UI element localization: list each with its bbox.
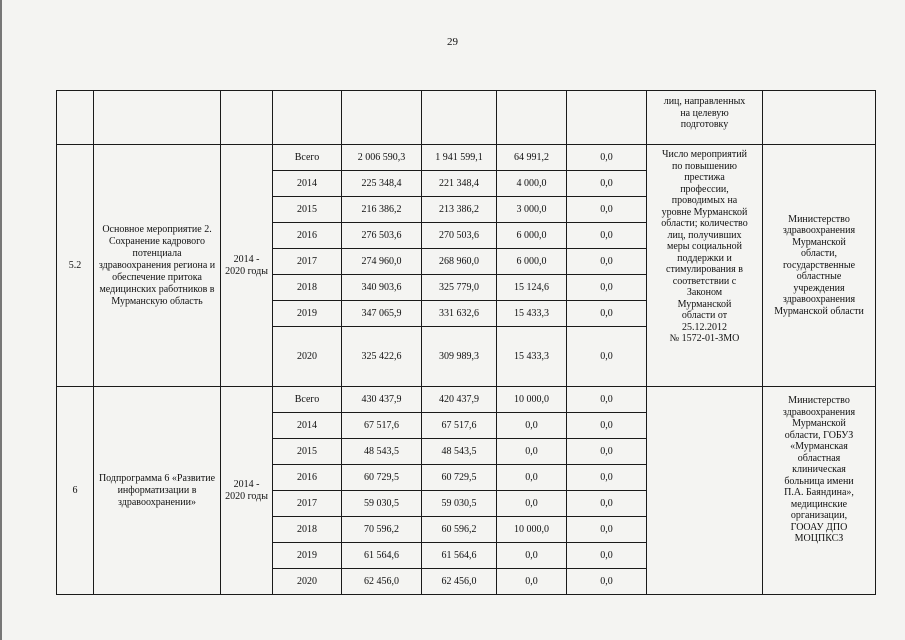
total-amount-cell: 62 456,0 [342,569,422,595]
regional-budget-cell: 309 989,3 [422,327,497,387]
year-cell: 2017 [273,249,342,275]
federal-budget-cell: 6 000,0 [497,249,567,275]
federal-budget-cell: 0,0 [497,569,567,595]
year-cell: 2017 [273,491,342,517]
regional-budget-cell: 213 386,2 [422,197,497,223]
federal-budget-cell: 0,0 [497,439,567,465]
total-amount-cell: 60 729,5 [342,465,422,491]
page-number: 29 [447,36,458,48]
year-cell: 2019 [273,543,342,569]
total-amount-cell: 70 596,2 [342,517,422,543]
regional-budget-cell: 325 779,0 [422,275,497,301]
other-sources-cell: 0,0 [567,491,647,517]
federal-budget-cell: 6 000,0 [497,223,567,249]
federal-budget-cell: 3 000,0 [497,197,567,223]
federal-budget-cell: 0,0 [497,491,567,517]
regional-budget-cell: 420 437,9 [422,387,497,413]
table-row [57,145,876,171]
total-amount-cell: 67 517,6 [342,413,422,439]
total-amount-cell: 340 903,6 [342,275,422,301]
indicator-cell [647,387,763,595]
regional-budget-cell: 1 941 599,1 [422,145,497,171]
total-amount-cell: 347 065,9 [342,301,422,327]
regional-budget-cell: 61 564,6 [422,543,497,569]
federal-budget-cell: 0,0 [497,465,567,491]
other-sources-cell: 0,0 [567,301,647,327]
federal-budget-cell: 0,0 [497,543,567,569]
year-cell: 2015 [273,197,342,223]
responsible-executor: Министерство здравоохранения Мурманской области, государственные областные учреждения здравоохранения Мурманской области [763,145,876,387]
page-margin-rule [0,0,2,640]
implementation-period: 2014 - 2020 годы [221,145,273,387]
federal-budget-cell: 15 433,3 [497,301,567,327]
budget-table [56,90,876,595]
other-sources-cell: 0,0 [567,275,647,301]
federal-budget-cell: 4 000,0 [497,171,567,197]
total-amount-cell: 430 437,9 [342,387,422,413]
regional-budget-cell: 221 348,4 [422,171,497,197]
regional-budget-cell: 62 456,0 [422,569,497,595]
other-sources-cell: 0,0 [567,387,647,413]
total-amount-cell: 48 543,5 [342,439,422,465]
other-sources-cell: 0,0 [567,517,647,543]
federal-budget-cell: 0,0 [497,413,567,439]
year-cell: 2015 [273,439,342,465]
section-id: 6 [57,387,94,595]
other-sources-cell: 0,0 [567,223,647,249]
other-sources-cell: 0,0 [567,249,647,275]
total-amount-cell: 276 503,6 [342,223,422,249]
federal-budget-cell: 15 124,6 [497,275,567,301]
other-sources-cell: 0,0 [567,465,647,491]
indicator-cell: Число мероприятий по повышению престижа профессии, проводимых на уровне Мурманской области; количество лиц, получивших меры социальной поддержки и стимулирования в соответствии с Законом Мурманской области от 25.12.2012 № 1572-01-ЗМО [647,145,763,387]
section-id: 5.2 [57,145,94,387]
federal-budget-cell: 10 000,0 [497,517,567,543]
section-title: Подпрограмма 6 «Развитие информатизации в здравоохранении» [94,387,221,595]
year-cell: 2014 [273,171,342,197]
regional-budget-cell: 48 543,5 [422,439,497,465]
total-amount-cell: 59 030,5 [342,491,422,517]
year-cell: Всего [273,387,342,413]
regional-budget-cell: 59 030,5 [422,491,497,517]
federal-budget-cell: 15 433,3 [497,327,567,387]
regional-budget-cell: 60 729,5 [422,465,497,491]
year-cell: 2018 [273,275,342,301]
other-sources-cell: 0,0 [567,197,647,223]
year-cell: 2016 [273,465,342,491]
year-cell: 2020 [273,327,342,387]
table-row [57,387,876,413]
regional-budget-cell: 331 632,6 [422,301,497,327]
total-amount-cell: 61 564,6 [342,543,422,569]
regional-budget-cell: 60 596,2 [422,517,497,543]
year-cell: Всего [273,145,342,171]
year-cell: 2016 [273,223,342,249]
other-sources-cell: 0,0 [567,413,647,439]
other-sources-cell: 0,0 [567,171,647,197]
continuation-note: лиц, направленных на целевую подготовку [647,91,763,145]
implementation-period: 2014 - 2020 годы [221,387,273,595]
year-cell: 2019 [273,301,342,327]
other-sources-cell: 0,0 [567,145,647,171]
total-amount-cell: 2 006 590,3 [342,145,422,171]
other-sources-cell: 0,0 [567,439,647,465]
year-cell: 2020 [273,569,342,595]
total-amount-cell: 325 422,6 [342,327,422,387]
year-cell: 2018 [273,517,342,543]
other-sources-cell: 0,0 [567,543,647,569]
responsible-executor: Министерство здравоохранения Мурманской области, ГОБУЗ «Мурманская областная клиническая больница имени П.А. Баяндина», медицинские организации, ГООАУ ДПО МОЦПКСЗ [763,387,876,595]
federal-budget-cell: 10 000,0 [497,387,567,413]
regional-budget-cell: 67 517,6 [422,413,497,439]
section-title: Основное мероприятие 2. Сохранение кадрового потенциала здравоохранения региона и обеспечение притока медицинских работников в Мурманскую область [94,145,221,387]
total-amount-cell: 225 348,4 [342,171,422,197]
regional-budget-cell: 270 503,6 [422,223,497,249]
total-amount-cell: 274 960,0 [342,249,422,275]
other-sources-cell: 0,0 [567,569,647,595]
regional-budget-cell: 268 960,0 [422,249,497,275]
continuation-row [57,91,876,145]
federal-budget-cell: 64 991,2 [497,145,567,171]
year-cell: 2014 [273,413,342,439]
other-sources-cell: 0,0 [567,327,647,387]
total-amount-cell: 216 386,2 [342,197,422,223]
